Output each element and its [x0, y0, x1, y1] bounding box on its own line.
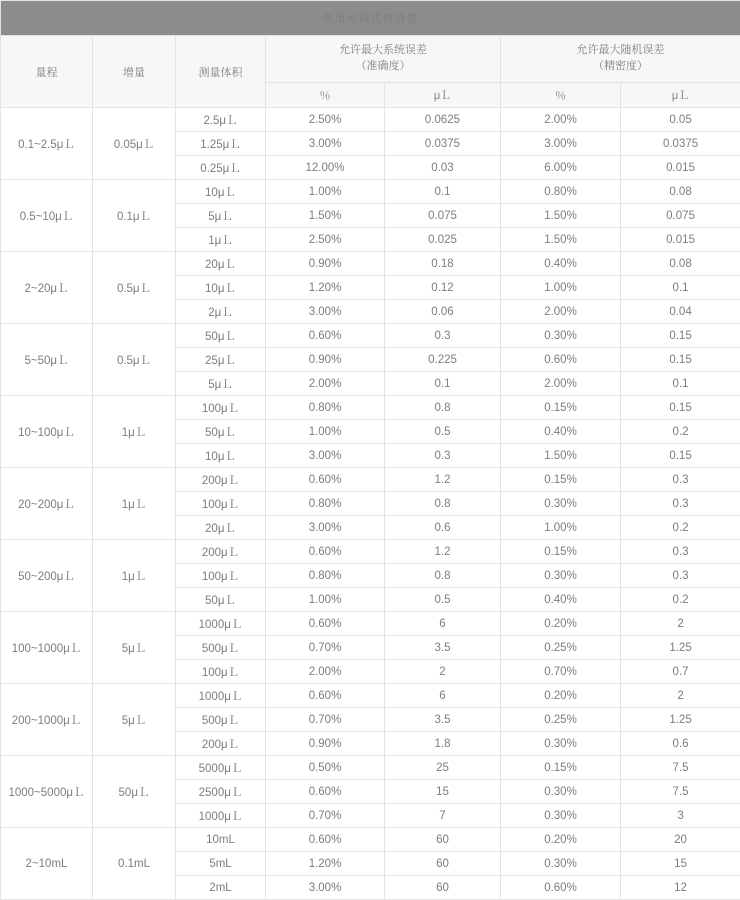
header-random-error-line2: （精密度）	[501, 59, 740, 75]
random-percent-cell: 0.15%	[501, 468, 621, 492]
random-ul-cell: 0.3	[621, 564, 740, 588]
systematic-percent-cell: 0.80%	[266, 396, 385, 420]
range-cell: 0.1~2.5μＬ	[1, 108, 93, 180]
systematic-percent-cell: 0.60%	[266, 612, 385, 636]
header-random-percent: ％	[501, 83, 621, 108]
random-ul-cell: 7.5	[621, 780, 740, 804]
range-cell: 2~20μＬ	[1, 252, 93, 324]
volume-cell: 1μＬ	[176, 228, 266, 252]
random-ul-cell: 0.015	[621, 156, 740, 180]
random-ul-cell: 0.2	[621, 516, 740, 540]
header-random-error	[501, 36, 740, 83]
increment-cell: 0.5μＬ	[93, 324, 176, 396]
systematic-percent-cell: 3.00%	[266, 876, 385, 900]
random-ul-cell: 0.3	[621, 540, 740, 564]
table-row	[1, 612, 740, 636]
random-ul-cell: 0.15	[621, 348, 740, 372]
volume-cell: 50μＬ	[176, 588, 266, 612]
table-row	[1, 468, 740, 492]
random-percent-cell: 0.40%	[501, 588, 621, 612]
volume-cell: 5μＬ	[176, 372, 266, 396]
header-range: 量程	[1, 36, 93, 108]
volume-cell: 500μＬ	[176, 708, 266, 732]
random-percent-cell: 0.30%	[501, 804, 621, 828]
random-percent-cell: 0.30%	[501, 780, 621, 804]
systematic-ul-cell: 0.1	[385, 180, 501, 204]
volume-cell: 2500μＬ	[176, 780, 266, 804]
systematic-percent-cell: 0.60%	[266, 684, 385, 708]
volume-cell: 5000μＬ	[176, 756, 266, 780]
systematic-ul-cell: 60	[385, 852, 501, 876]
volume-cell: 2.5μＬ	[176, 108, 266, 132]
table-row	[1, 324, 740, 348]
increment-cell: 0.1mL	[93, 828, 176, 900]
systematic-percent-cell: 1.20%	[266, 852, 385, 876]
range-cell: 0.5~10μＬ	[1, 180, 93, 252]
random-percent-cell: 0.15%	[501, 396, 621, 420]
systematic-percent-cell: 0.70%	[266, 708, 385, 732]
random-percent-cell: 0.30%	[501, 324, 621, 348]
random-ul-cell: 0.075	[621, 204, 740, 228]
systematic-percent-cell: 12.00%	[266, 156, 385, 180]
systematic-percent-cell: 0.60%	[266, 828, 385, 852]
systematic-ul-cell: 0.0375	[385, 132, 501, 156]
page-title: 单道可调式移液器	[1, 1, 740, 36]
random-percent-cell: 0.25%	[501, 636, 621, 660]
header-systematic-error-line2: （准确度）	[266, 59, 500, 75]
random-ul-cell: 0.1	[621, 372, 740, 396]
volume-cell: 1000μＬ	[176, 804, 266, 828]
increment-cell: 0.5μＬ	[93, 252, 176, 324]
random-ul-cell: 15	[621, 852, 740, 876]
systematic-ul-cell: 0.025	[385, 228, 501, 252]
random-percent-cell: 3.00%	[501, 132, 621, 156]
range-cell: 10~100μＬ	[1, 396, 93, 468]
header-increment: 增量	[93, 36, 176, 108]
random-ul-cell: 0.08	[621, 252, 740, 276]
random-ul-cell: 0.2	[621, 588, 740, 612]
systematic-ul-cell: 6	[385, 612, 501, 636]
random-percent-cell: 0.30%	[501, 852, 621, 876]
systematic-ul-cell: 15	[385, 780, 501, 804]
systematic-percent-cell: 1.20%	[266, 276, 385, 300]
random-percent-cell: 6.00%	[501, 156, 621, 180]
increment-cell: 5μＬ	[93, 684, 176, 756]
systematic-percent-cell: 0.90%	[266, 732, 385, 756]
volume-cell: 100μＬ	[176, 660, 266, 684]
random-ul-cell: 2	[621, 684, 740, 708]
increment-cell: 1μＬ	[93, 540, 176, 612]
random-percent-cell: 0.40%	[501, 252, 621, 276]
random-percent-cell: 0.15%	[501, 756, 621, 780]
systematic-percent-cell: 0.90%	[266, 252, 385, 276]
random-percent-cell: 1.50%	[501, 204, 621, 228]
random-ul-cell: 0.3	[621, 492, 740, 516]
random-percent-cell: 0.80%	[501, 180, 621, 204]
random-ul-cell: 0.015	[621, 228, 740, 252]
table-body	[1, 1, 740, 900]
random-percent-cell: 0.15%	[501, 540, 621, 564]
volume-cell: 100μＬ	[176, 564, 266, 588]
volume-cell: 1000μＬ	[176, 612, 266, 636]
random-ul-cell: 0.1	[621, 276, 740, 300]
systematic-ul-cell: 0.3	[385, 324, 501, 348]
random-percent-cell: 0.20%	[501, 828, 621, 852]
random-percent-cell: 0.20%	[501, 684, 621, 708]
random-ul-cell: 0.15	[621, 444, 740, 468]
volume-cell: 50μＬ	[176, 324, 266, 348]
random-ul-cell: 1.25	[621, 636, 740, 660]
systematic-ul-cell: 0.0625	[385, 108, 501, 132]
range-cell: 50~200μＬ	[1, 540, 93, 612]
header-systematic-error-line1: 允许最大系统误差	[266, 43, 500, 59]
table-row	[1, 180, 740, 204]
random-ul-cell: 0.15	[621, 396, 740, 420]
volume-cell: 5μＬ	[176, 204, 266, 228]
systematic-percent-cell: 0.90%	[266, 348, 385, 372]
volume-cell: 10μＬ	[176, 276, 266, 300]
random-percent-cell: 2.00%	[501, 108, 621, 132]
random-ul-cell: 0.6	[621, 732, 740, 756]
random-percent-cell: 2.00%	[501, 300, 621, 324]
header-row-main	[1, 36, 740, 83]
random-ul-cell: 0.15	[621, 324, 740, 348]
volume-cell: 500μＬ	[176, 636, 266, 660]
volume-cell: 50μＬ	[176, 420, 266, 444]
systematic-percent-cell: 3.00%	[266, 444, 385, 468]
systematic-ul-cell: 0.8	[385, 564, 501, 588]
systematic-ul-cell: 0.075	[385, 204, 501, 228]
volume-cell: 10μＬ	[176, 180, 266, 204]
systematic-ul-cell: 6	[385, 684, 501, 708]
random-ul-cell: 2	[621, 612, 740, 636]
random-percent-cell: 1.00%	[501, 516, 621, 540]
header-random-error-line1: 允许最大随机误差	[501, 43, 740, 59]
systematic-percent-cell: 1.50%	[266, 204, 385, 228]
random-percent-cell: 0.60%	[501, 876, 621, 900]
systematic-percent-cell: 0.60%	[266, 324, 385, 348]
volume-cell: 100μＬ	[176, 396, 266, 420]
systematic-percent-cell: 0.60%	[266, 540, 385, 564]
random-ul-cell: 0.04	[621, 300, 740, 324]
range-cell: 200~1000μＬ	[1, 684, 93, 756]
volume-cell: 2μＬ	[176, 300, 266, 324]
random-percent-cell: 1.00%	[501, 276, 621, 300]
systematic-ul-cell: 7	[385, 804, 501, 828]
systematic-percent-cell: 3.00%	[266, 300, 385, 324]
volume-cell: 5mL	[176, 852, 266, 876]
volume-cell: 10μＬ	[176, 444, 266, 468]
table-row	[1, 684, 740, 708]
systematic-ul-cell: 0.5	[385, 420, 501, 444]
random-ul-cell: 3	[621, 804, 740, 828]
random-percent-cell: 0.60%	[501, 348, 621, 372]
random-ul-cell: 0.08	[621, 180, 740, 204]
range-cell: 20~200μＬ	[1, 468, 93, 540]
random-ul-cell: 0.05	[621, 108, 740, 132]
table-row	[1, 108, 740, 132]
header-volume: 测量体积	[176, 36, 266, 108]
systematic-ul-cell: 0.1	[385, 372, 501, 396]
systematic-ul-cell: 60	[385, 876, 501, 900]
random-percent-cell: 0.30%	[501, 732, 621, 756]
table-row	[1, 540, 740, 564]
systematic-ul-cell: 0.3	[385, 444, 501, 468]
range-cell: 100~1000μＬ	[1, 612, 93, 684]
systematic-ul-cell: 0.12	[385, 276, 501, 300]
systematic-ul-cell: 2	[385, 660, 501, 684]
systematic-percent-cell: 2.50%	[266, 228, 385, 252]
systematic-percent-cell: 0.80%	[266, 492, 385, 516]
title-row	[1, 1, 740, 36]
increment-cell: 0.05μＬ	[93, 108, 176, 180]
systematic-ul-cell: 0.8	[385, 396, 501, 420]
random-percent-cell: 0.30%	[501, 564, 621, 588]
random-percent-cell: 1.50%	[501, 228, 621, 252]
random-ul-cell: 0.0375	[621, 132, 740, 156]
systematic-ul-cell: 60	[385, 828, 501, 852]
table-row	[1, 252, 740, 276]
systematic-percent-cell: 0.60%	[266, 468, 385, 492]
volume-cell: 1.25μＬ	[176, 132, 266, 156]
volume-cell: 20μＬ	[176, 516, 266, 540]
systematic-ul-cell: 0.06	[385, 300, 501, 324]
increment-cell: 0.1μＬ	[93, 180, 176, 252]
systematic-percent-cell: 1.00%	[266, 588, 385, 612]
header-random-ul: μＬ	[621, 83, 740, 108]
range-cell: 1000~5000μＬ	[1, 756, 93, 828]
table-row	[1, 756, 740, 780]
random-ul-cell: 1.25	[621, 708, 740, 732]
systematic-percent-cell: 0.60%	[266, 780, 385, 804]
random-percent-cell: 1.50%	[501, 444, 621, 468]
table-row	[1, 396, 740, 420]
systematic-ul-cell: 1.8	[385, 732, 501, 756]
systematic-percent-cell: 0.70%	[266, 804, 385, 828]
random-percent-cell: 0.30%	[501, 492, 621, 516]
random-ul-cell: 0.7	[621, 660, 740, 684]
increment-cell: 50μＬ	[93, 756, 176, 828]
random-percent-cell: 0.70%	[501, 660, 621, 684]
systematic-ul-cell: 1.2	[385, 540, 501, 564]
systematic-percent-cell: 2.00%	[266, 372, 385, 396]
increment-cell: 1μＬ	[93, 396, 176, 468]
systematic-ul-cell: 3.5	[385, 708, 501, 732]
header-systematic-error	[266, 36, 501, 83]
systematic-percent-cell: 3.00%	[266, 132, 385, 156]
increment-cell: 5μＬ	[93, 612, 176, 684]
volume-cell: 25μＬ	[176, 348, 266, 372]
volume-cell: 10mL	[176, 828, 266, 852]
random-ul-cell: 0.3	[621, 468, 740, 492]
random-ul-cell: 12	[621, 876, 740, 900]
systematic-percent-cell: 2.50%	[266, 108, 385, 132]
systematic-ul-cell: 0.6	[385, 516, 501, 540]
random-percent-cell: 0.25%	[501, 708, 621, 732]
systematic-ul-cell: 25	[385, 756, 501, 780]
systematic-ul-cell: 0.03	[385, 156, 501, 180]
systematic-ul-cell: 0.18	[385, 252, 501, 276]
volume-cell: 20μＬ	[176, 252, 266, 276]
volume-cell: 0.25μＬ	[176, 156, 266, 180]
systematic-percent-cell: 0.80%	[266, 564, 385, 588]
random-ul-cell: 20	[621, 828, 740, 852]
header-systematic-percent: ％	[266, 83, 385, 108]
volume-cell: 200μＬ	[176, 540, 266, 564]
random-percent-cell: 0.20%	[501, 612, 621, 636]
systematic-percent-cell: 0.70%	[266, 636, 385, 660]
systematic-ul-cell: 0.5	[385, 588, 501, 612]
volume-cell: 1000μＬ	[176, 684, 266, 708]
systematic-percent-cell: 3.00%	[266, 516, 385, 540]
random-percent-cell: 0.40%	[501, 420, 621, 444]
random-ul-cell: 7.5	[621, 756, 740, 780]
volume-cell: 2mL	[176, 876, 266, 900]
systematic-percent-cell: 2.00%	[266, 660, 385, 684]
systematic-percent-cell: 1.00%	[266, 180, 385, 204]
volume-cell: 200μＬ	[176, 468, 266, 492]
range-cell: 5~50μＬ	[1, 324, 93, 396]
systematic-ul-cell: 3.5	[385, 636, 501, 660]
increment-cell: 1μＬ	[93, 468, 176, 540]
systematic-percent-cell: 1.00%	[266, 420, 385, 444]
systematic-ul-cell: 0.8	[385, 492, 501, 516]
random-percent-cell: 2.00%	[501, 372, 621, 396]
volume-cell: 200μＬ	[176, 732, 266, 756]
header-systematic-ul: μＬ	[385, 83, 501, 108]
table-row	[1, 828, 740, 852]
systematic-percent-cell: 0.50%	[266, 756, 385, 780]
range-cell: 2~10mL	[1, 828, 93, 900]
volume-cell: 100μＬ	[176, 492, 266, 516]
systematic-ul-cell: 1.2	[385, 468, 501, 492]
random-ul-cell: 0.2	[621, 420, 740, 444]
systematic-ul-cell: 0.225	[385, 348, 501, 372]
